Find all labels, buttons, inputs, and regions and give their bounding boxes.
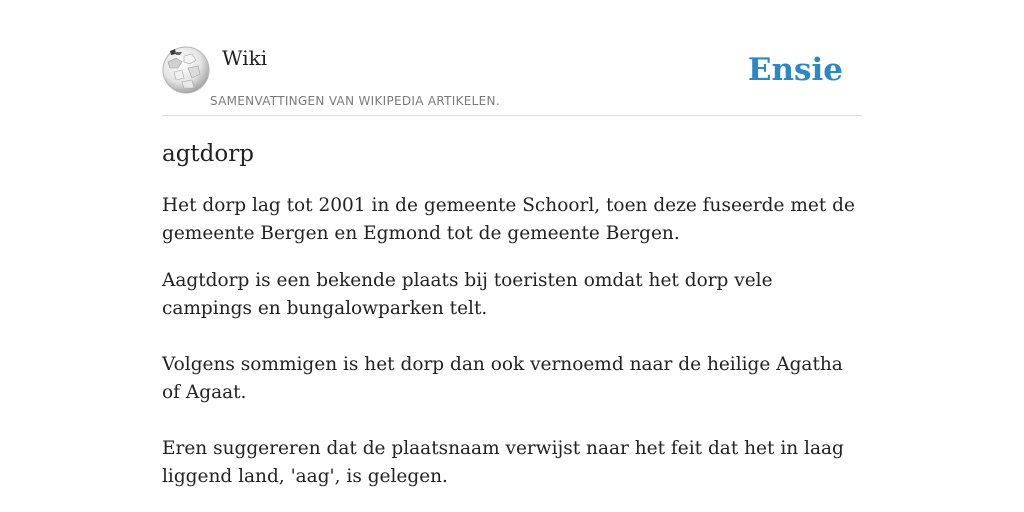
page-title: agtdorp (162, 141, 254, 167)
page-container (162, 0, 862, 487)
article-body (162, 192, 862, 510)
article-paragraph: Aagtdorp is een bekende plaats bij toeristen omdat het dorp vele campings en bungalowparken telt. (162, 270, 773, 319)
site-name[interactable]: Wiki (222, 46, 268, 70)
site-tagline: SAMENVATTINGEN VAN WIKIPEDIA ARTIKELEN. (210, 94, 500, 108)
ensie-brand-link[interactable]: Ensie (747, 52, 843, 88)
article-paragraph: Eren suggereren dat de plaatsnaam verwijst naar het feit dat het in laag liggend land, 'aag', is gelegen. (162, 438, 844, 487)
article-paragraph: Het dorp lag tot 2001 in de gemeente Schoorl, toen deze fuseerde met de gemeente Bergen en Egmond tot de gemeente Bergen. (162, 195, 855, 244)
site-header (162, 0, 862, 116)
wikipedia-globe-icon[interactable] (162, 46, 210, 94)
article-paragraph: Volgens sommigen is het dorp dan ook vernoemd naar de heilige Agatha of Agaat. (162, 354, 843, 403)
